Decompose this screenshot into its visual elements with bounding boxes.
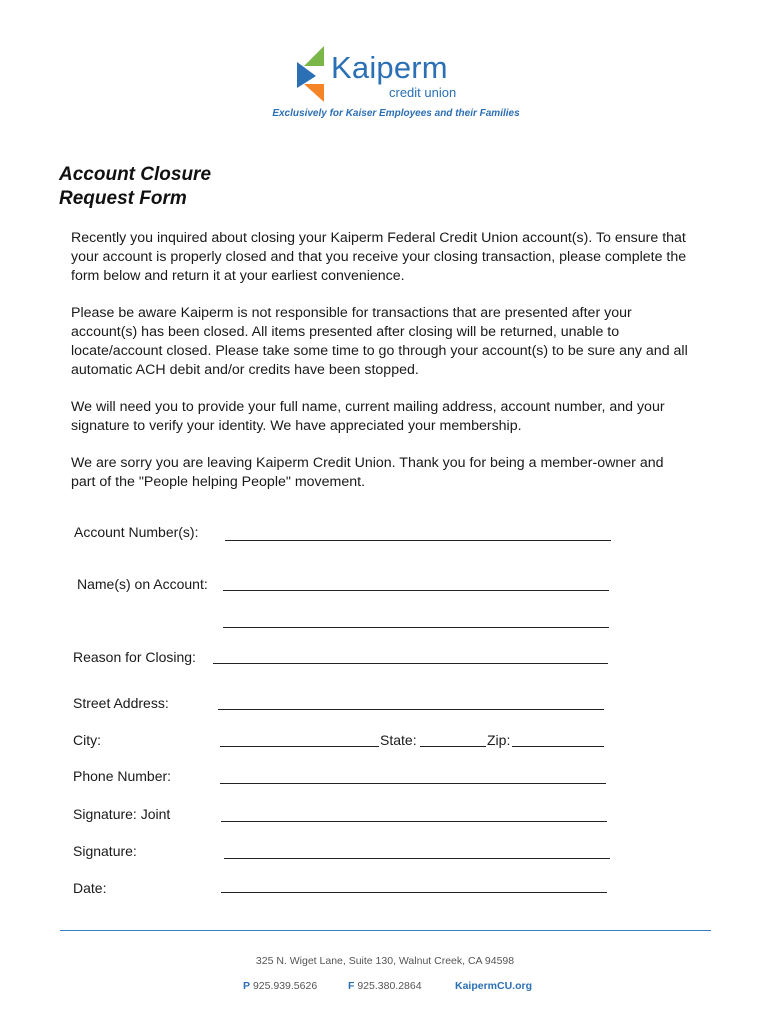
date-label: Date: [73,880,107,896]
signature-line[interactable] [224,858,610,859]
street-address-label: Street Address: [73,695,169,711]
footer-phone-label: P [243,980,251,992]
title-line-1: Account Closure [59,164,212,185]
signature-label: Signature: [73,843,137,859]
state-label: State: [380,732,417,748]
names-on-account-line[interactable] [223,590,609,591]
state-line[interactable] [420,746,486,747]
logo-subtitle: credit union [389,85,457,100]
zip-label: Zip: [487,732,511,748]
names-on-account-label: Name(s) on Account: [77,576,208,592]
reason-label: Reason for Closing: [73,649,196,665]
farewell-paragraph: We are sorry you are leaving Kaiperm Credit Union. Thank you for being a member-owner and part of the "People helping People" movement. [71,455,664,490]
street-address-line[interactable] [218,709,604,710]
footer-phone [243,980,317,992]
signature-joint-line[interactable] [221,821,607,822]
signature-joint-label: Signature: Joint [73,806,171,822]
logo-tagline: Exclusively for Kaiser Employees and their Families [272,108,520,119]
verification-paragraph: We will need you to provide your full name, current mailing address, account number, and your signature to verify your identity. We have appreciated your membership. [71,399,665,434]
city-line[interactable] [220,746,379,747]
phone-number-label: Phone Number: [73,768,172,784]
title-line-2: Request Form [59,188,187,209]
footer-fax [348,980,422,992]
footer-fax-label: F [348,980,355,992]
footer-phone-number: 925.939.5626 [252,980,318,992]
footer-address: 325 N. Wiget Lane, Suite 130, Walnut Creek, CA 94598 [255,955,515,967]
account-number-line[interactable] [225,540,611,541]
disclaimer-paragraph: Please be aware Kaiperm is not responsible for transactions that are presented after your account(s) has been closed. All items presented after closing will be returned, unable to locate/account closed. Please take some time to go through your account(s) to be sure any and all automatic ACH debit and/or credits have been stopped. [71,305,688,378]
logo-name: Kaiperm [331,50,448,85]
intro-paragraph: Recently you inquired about closing your Kaiperm Federal Credit Union account(s). To ensure that your account is properly closed and that you receive your closing transaction, please complete the form below and return it at your earliest convenience. [71,230,687,284]
footer-fax-number: 925.380.2864 [357,980,422,992]
footer-divider [60,930,711,931]
kaiperm-logo-icon [294,44,330,104]
city-label: City: [73,732,101,748]
zip-line[interactable] [512,746,604,747]
names-on-account-line-2[interactable] [223,627,609,628]
reason-line[interactable] [213,663,608,664]
account-number-label: Account Number(s): [74,524,199,540]
page-title [59,163,211,211]
phone-number-line[interactable] [220,783,606,784]
kaiperm-logo [294,44,494,104]
date-line[interactable] [221,892,607,893]
footer-website-link[interactable]: KaipermCU.org [455,980,533,992]
